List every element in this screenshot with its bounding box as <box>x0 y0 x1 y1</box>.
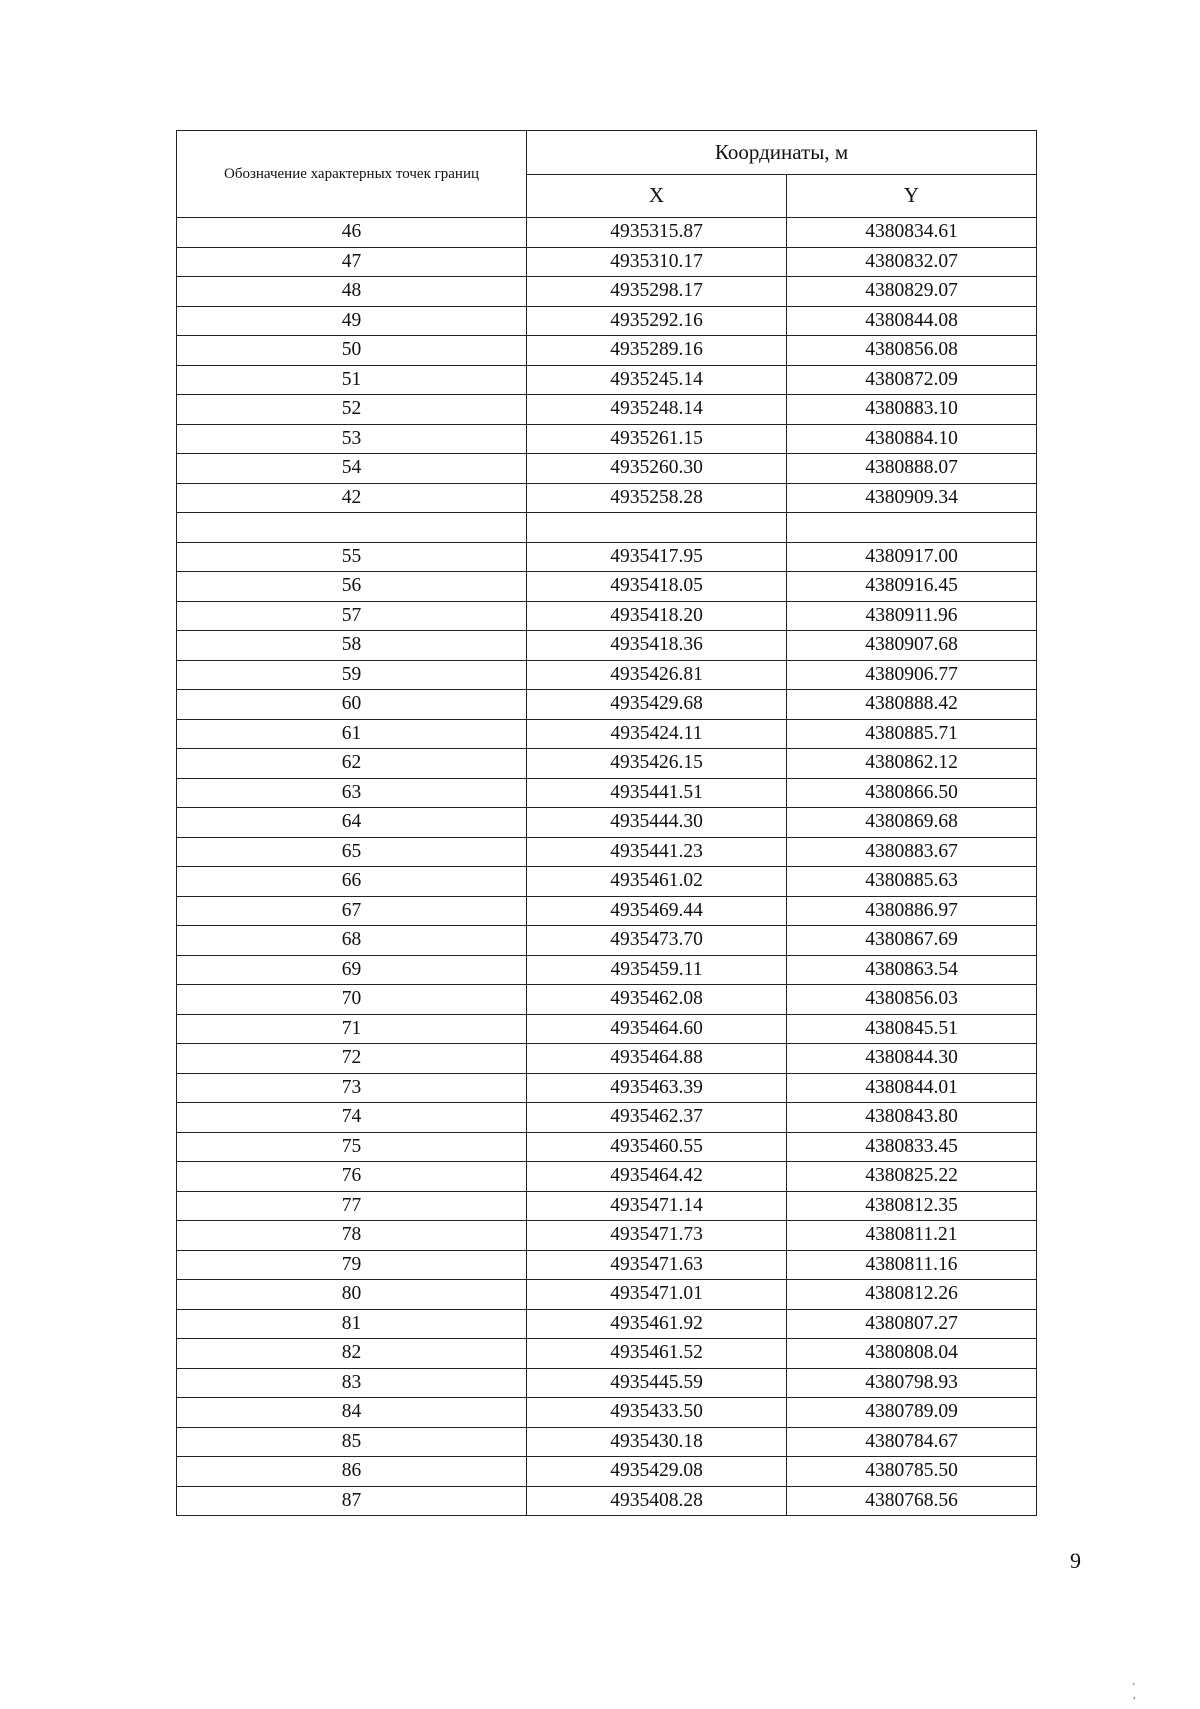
x-cell: 4935462.08 <box>527 985 787 1015</box>
point-cell: 72 <box>177 1044 527 1074</box>
table-row <box>177 631 1037 661</box>
point-cell: 63 <box>177 778 527 808</box>
point-cell: 42 <box>177 483 527 513</box>
table-row <box>177 896 1037 926</box>
table-row <box>177 1309 1037 1339</box>
y-cell: 4380886.97 <box>787 896 1037 926</box>
y-cell: 4380856.03 <box>787 985 1037 1015</box>
y-cell: 4380885.71 <box>787 719 1037 749</box>
point-cell: 55 <box>177 542 527 572</box>
x-cell: 4935461.52 <box>527 1339 787 1369</box>
table-row <box>177 483 1037 513</box>
x-cell: 4935289.16 <box>527 336 787 366</box>
x-cell: 4935429.68 <box>527 690 787 720</box>
x-cell: 4935298.17 <box>527 277 787 307</box>
x-cell: 4935310.17 <box>527 247 787 277</box>
point-cell: 83 <box>177 1368 527 1398</box>
y-cell: 4380883.10 <box>787 395 1037 425</box>
x-cell: 4935461.92 <box>527 1309 787 1339</box>
x-cell: 4935441.51 <box>527 778 787 808</box>
point-cell: 60 <box>177 690 527 720</box>
table-row <box>177 1368 1037 1398</box>
point-cell: 81 <box>177 1309 527 1339</box>
point-cell: 75 <box>177 1132 527 1162</box>
point-cell: 78 <box>177 1221 527 1251</box>
point-cell: 52 <box>177 395 527 425</box>
y-cell: 4380885.63 <box>787 867 1037 897</box>
table-row <box>177 336 1037 366</box>
y-cell: 4380856.08 <box>787 336 1037 366</box>
y-cell: 4380812.26 <box>787 1280 1037 1310</box>
table-row <box>177 218 1037 248</box>
x-cell <box>527 513 787 543</box>
x-cell: 4935464.60 <box>527 1014 787 1044</box>
x-cell: 4935433.50 <box>527 1398 787 1428</box>
y-cell: 4380883.67 <box>787 837 1037 867</box>
x-cell: 4935444.30 <box>527 808 787 838</box>
table-row <box>177 1457 1037 1487</box>
y-cell: 4380811.16 <box>787 1250 1037 1280</box>
table-row <box>177 601 1037 631</box>
point-cell: 76 <box>177 1162 527 1192</box>
point-cell: 51 <box>177 365 527 395</box>
table-row <box>177 1250 1037 1280</box>
point-cell: 69 <box>177 955 527 985</box>
y-cell: 4380844.30 <box>787 1044 1037 1074</box>
point-cell: 71 <box>177 1014 527 1044</box>
y-cell: 4380866.50 <box>787 778 1037 808</box>
point-cell: 59 <box>177 660 527 690</box>
table-row <box>177 395 1037 425</box>
y-cell: 4380906.77 <box>787 660 1037 690</box>
table-row <box>177 867 1037 897</box>
table-row <box>177 749 1037 779</box>
point-cell: 73 <box>177 1073 527 1103</box>
x-cell: 4935429.08 <box>527 1457 787 1487</box>
x-cell: 4935462.37 <box>527 1103 787 1133</box>
x-cell: 4935471.63 <box>527 1250 787 1280</box>
page-number: 9 <box>1070 1548 1081 1573</box>
y-cell: 4380907.68 <box>787 631 1037 661</box>
y-cell: 4380789.09 <box>787 1398 1037 1428</box>
y-cell: 4380845.51 <box>787 1014 1037 1044</box>
point-cell: 80 <box>177 1280 527 1310</box>
table-row <box>177 542 1037 572</box>
x-cell: 4935460.55 <box>527 1132 787 1162</box>
point-cell: 50 <box>177 336 527 366</box>
point-cell: 79 <box>177 1250 527 1280</box>
point-cell: 56 <box>177 572 527 602</box>
point-cell: 57 <box>177 601 527 631</box>
y-cell: 4380798.93 <box>787 1368 1037 1398</box>
point-cell: 74 <box>177 1103 527 1133</box>
x-cell: 4935292.16 <box>527 306 787 336</box>
table-row <box>177 1073 1037 1103</box>
x-cell: 4935426.81 <box>527 660 787 690</box>
point-cell: 86 <box>177 1457 527 1487</box>
x-cell: 4935245.14 <box>527 365 787 395</box>
table-row <box>177 247 1037 277</box>
table-row <box>177 1191 1037 1221</box>
point-column-header: Обозначение характерных точек границ <box>177 131 527 218</box>
y-cell: 4380808.04 <box>787 1339 1037 1369</box>
y-cell: 4380812.35 <box>787 1191 1037 1221</box>
y-cell: 4380784.67 <box>787 1427 1037 1457</box>
table-row <box>177 808 1037 838</box>
x-cell: 4935441.23 <box>527 837 787 867</box>
point-cell: 48 <box>177 277 527 307</box>
y-cell: 4380832.07 <box>787 247 1037 277</box>
table-row <box>177 1132 1037 1162</box>
x-column-header: X <box>527 174 787 218</box>
y-cell: 4380917.00 <box>787 542 1037 572</box>
table-row <box>177 926 1037 956</box>
x-cell: 4935459.11 <box>527 955 787 985</box>
x-cell: 4935408.28 <box>527 1486 787 1516</box>
point-cell: 46 <box>177 218 527 248</box>
point-cell: 53 <box>177 424 527 454</box>
y-column-header: Y <box>787 174 1037 218</box>
point-cell: 54 <box>177 454 527 484</box>
y-cell: 4380811.21 <box>787 1221 1037 1251</box>
point-cell: 61 <box>177 719 527 749</box>
table-row <box>177 955 1037 985</box>
y-cell <box>787 513 1037 543</box>
y-cell: 4380829.07 <box>787 277 1037 307</box>
table-row <box>177 1398 1037 1428</box>
x-cell: 4935424.11 <box>527 719 787 749</box>
table-row <box>177 1103 1037 1133</box>
y-cell: 4380785.50 <box>787 1457 1037 1487</box>
y-cell: 4380834.61 <box>787 218 1037 248</box>
y-cell: 4380916.45 <box>787 572 1037 602</box>
point-cell: 87 <box>177 1486 527 1516</box>
table-row <box>177 277 1037 307</box>
point-cell: 62 <box>177 749 527 779</box>
table-row <box>177 1044 1037 1074</box>
point-cell: 82 <box>177 1339 527 1369</box>
y-cell: 4380911.96 <box>787 601 1037 631</box>
point-cell: 49 <box>177 306 527 336</box>
point-cell: 77 <box>177 1191 527 1221</box>
y-cell: 4380843.80 <box>787 1103 1037 1133</box>
y-cell: 4380869.68 <box>787 808 1037 838</box>
x-cell: 4935248.14 <box>527 395 787 425</box>
y-cell: 4380825.22 <box>787 1162 1037 1192</box>
table-row <box>177 1280 1037 1310</box>
x-cell: 4935418.20 <box>527 601 787 631</box>
table-row <box>177 1162 1037 1192</box>
x-cell: 4935418.36 <box>527 631 787 661</box>
x-cell: 4935315.87 <box>527 218 787 248</box>
x-cell: 4935258.28 <box>527 483 787 513</box>
y-cell: 4380888.42 <box>787 690 1037 720</box>
x-cell: 4935473.70 <box>527 926 787 956</box>
x-cell: 4935261.15 <box>527 424 787 454</box>
table-row <box>177 513 1037 543</box>
y-cell: 4380807.27 <box>787 1309 1037 1339</box>
x-cell: 4935418.05 <box>527 572 787 602</box>
table-row <box>177 1014 1037 1044</box>
x-cell: 4935426.15 <box>527 749 787 779</box>
table-row <box>177 778 1037 808</box>
point-cell: 58 <box>177 631 527 661</box>
x-cell: 4935260.30 <box>527 454 787 484</box>
point-cell: 64 <box>177 808 527 838</box>
point-cell: 84 <box>177 1398 527 1428</box>
table-body <box>177 218 1037 1516</box>
x-cell: 4935464.42 <box>527 1162 787 1192</box>
table-row <box>177 985 1037 1015</box>
table-row <box>177 1221 1037 1251</box>
table-row <box>177 660 1037 690</box>
table-row <box>177 837 1037 867</box>
point-cell: 85 <box>177 1427 527 1457</box>
point-cell: 65 <box>177 837 527 867</box>
table-row <box>177 1486 1037 1516</box>
point-cell: 47 <box>177 247 527 277</box>
point-cell <box>177 513 527 543</box>
table-row <box>177 365 1037 395</box>
point-cell: 68 <box>177 926 527 956</box>
point-cell: 67 <box>177 896 527 926</box>
x-cell: 4935463.39 <box>527 1073 787 1103</box>
y-cell: 4380844.08 <box>787 306 1037 336</box>
y-cell: 4380863.54 <box>787 955 1037 985</box>
table-row <box>177 1427 1037 1457</box>
y-cell: 4380888.07 <box>787 454 1037 484</box>
table-row <box>177 690 1037 720</box>
x-cell: 4935417.95 <box>527 542 787 572</box>
y-cell: 4380909.34 <box>787 483 1037 513</box>
coordinates-header: Координаты, м <box>527 131 1037 175</box>
y-cell: 4380884.10 <box>787 424 1037 454</box>
y-cell: 4380768.56 <box>787 1486 1037 1516</box>
x-cell: 4935471.14 <box>527 1191 787 1221</box>
table-row <box>177 454 1037 484</box>
point-cell: 66 <box>177 867 527 897</box>
table-row <box>177 306 1037 336</box>
x-cell: 4935430.18 <box>527 1427 787 1457</box>
x-cell: 4935471.01 <box>527 1280 787 1310</box>
y-cell: 4380862.12 <box>787 749 1037 779</box>
y-cell: 4380844.01 <box>787 1073 1037 1103</box>
table-row <box>177 572 1037 602</box>
point-cell: 70 <box>177 985 527 1015</box>
x-cell: 4935471.73 <box>527 1221 787 1251</box>
table-row <box>177 719 1037 749</box>
y-cell: 4380867.69 <box>787 926 1037 956</box>
y-cell: 4380833.45 <box>787 1132 1037 1162</box>
table-header <box>177 131 1037 218</box>
y-cell: 4380872.09 <box>787 365 1037 395</box>
x-cell: 4935445.59 <box>527 1368 787 1398</box>
table-row <box>177 1339 1037 1369</box>
coordinates-table <box>176 130 1037 1516</box>
x-cell: 4935469.44 <box>527 896 787 926</box>
x-cell: 4935461.02 <box>527 867 787 897</box>
x-cell: 4935464.88 <box>527 1044 787 1074</box>
scan-specks: ' , <box>1133 1682 1136 1701</box>
table-row <box>177 424 1037 454</box>
